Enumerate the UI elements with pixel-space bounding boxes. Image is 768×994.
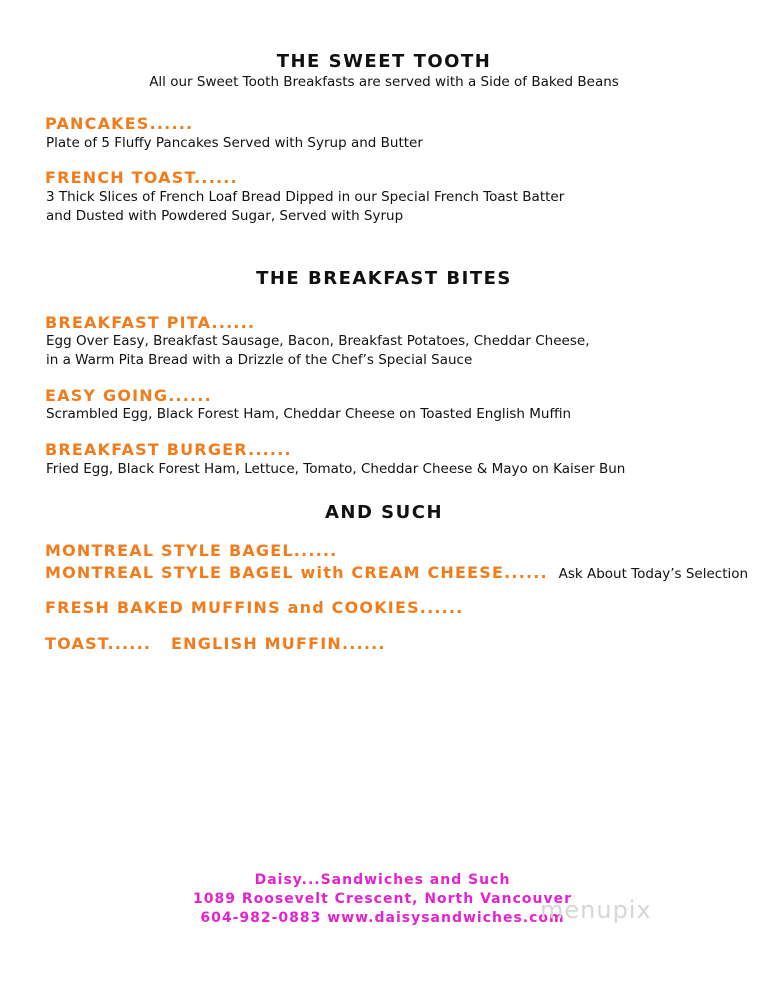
menu-item-name: MONTREAL STYLE BAGEL with CREAM CHEESE...... bbox=[45, 563, 548, 582]
watermark-logo: menupix bbox=[540, 896, 652, 924]
menu-item-desc: Egg Over Easy, Breakfast Sausage, Bacon, Breakfast Potatoes, Cheddar Cheese, bbox=[46, 333, 590, 349]
menu-item-desc: Fried Egg, Black Forest Ham, Lettuce, Tomato, Cheddar Cheese & Mayo on Kaiser Bun bbox=[46, 461, 626, 477]
section-subtitle-sweet-tooth: All our Sweet Tooth Breakfasts are served with a Side of Baked Beans bbox=[149, 74, 619, 90]
menu-item-easy-going: EASY GOING...... bbox=[45, 386, 212, 405]
menu-item-breakfast-burger: BREAKFAST BURGER...... bbox=[45, 440, 292, 459]
menu-item-montreal-bagel-cream-cheese bbox=[45, 563, 748, 582]
menu-item-desc: Scrambled Egg, Black Forest Ham, Cheddar Cheese on Toasted English Muffin bbox=[46, 406, 572, 422]
menu-item-breakfast-pita: BREAKFAST PITA...... bbox=[45, 313, 256, 332]
menu-item-english-muffin: ENGLISH MUFFIN...... bbox=[171, 634, 386, 653]
menu-item-desc: in a Warm Pita Bread with a Drizzle of the Chef’s Special Sauce bbox=[46, 352, 473, 368]
menu-item-pancakes: PANCAKES...... bbox=[45, 114, 194, 133]
menu-item-note: Ask About Today’s Selection bbox=[558, 566, 749, 582]
menu-item-french-toast: FRENCH TOAST...... bbox=[45, 168, 238, 187]
section-title-sweet-tooth: THE SWEET TOOTH bbox=[276, 51, 492, 72]
menu-item-montreal-bagel: MONTREAL STYLE BAGEL...... bbox=[45, 541, 338, 560]
section-title-and-such: AND SUCH bbox=[324, 502, 444, 523]
section-title-breakfast-bites: THE BREAKFAST BITES bbox=[256, 268, 512, 289]
footer-restaurant-name: Daisy...Sandwiches and Such bbox=[254, 872, 511, 888]
menu-item-desc: and Dusted with Powdered Sugar, Served with Syrup bbox=[46, 208, 404, 224]
footer-contact: 604-982-0883 www.daisysandwiches.com bbox=[200, 910, 565, 926]
menu-item-toast: TOAST...... bbox=[45, 634, 152, 653]
menu-item-desc: 3 Thick Slices of French Loaf Bread Dipped in our Special French Toast Batter bbox=[46, 189, 565, 205]
menu-item-desc: Plate of 5 Fluffy Pancakes Served with Syrup and Butter bbox=[46, 135, 423, 151]
footer-address: 1089 Roosevelt Crescent, North Vancouver bbox=[193, 891, 572, 907]
menu-item-muffins-cookies: FRESH BAKED MUFFINS and COOKIES...... bbox=[45, 598, 464, 617]
